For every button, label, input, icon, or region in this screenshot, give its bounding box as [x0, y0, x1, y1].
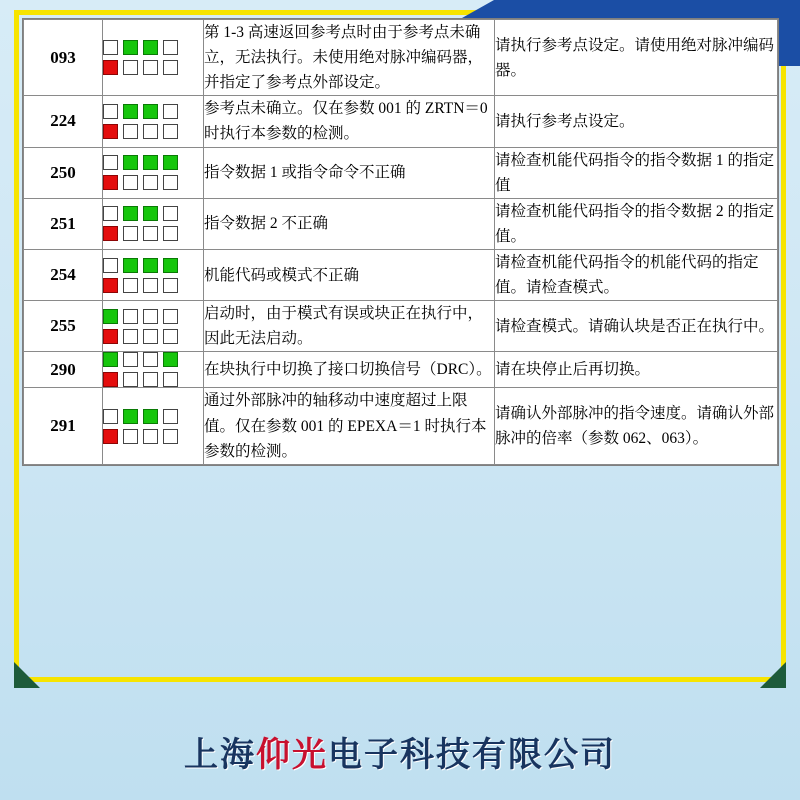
led-indicator-cell: [103, 249, 204, 300]
led-off-icon: [143, 175, 158, 190]
company-name-suffix: 电子科技有限公司: [328, 736, 616, 774]
led-row: [103, 206, 185, 221]
alarm-action-cell: 请检查机能代码指令的机能代码的指定值。请检查模式。: [495, 249, 778, 300]
led-off-icon: [123, 226, 138, 241]
led-off-icon: [143, 309, 158, 324]
led-green-icon: [103, 352, 118, 367]
led-off-icon: [143, 60, 158, 75]
led-grid: [103, 258, 185, 293]
led-off-icon: [123, 60, 138, 75]
alarm-code-cell: 254: [24, 249, 103, 300]
led-row: [103, 155, 185, 170]
led-red-icon: [103, 429, 118, 444]
led-row: [103, 309, 185, 324]
led-off-icon: [103, 104, 118, 119]
led-off-icon: [123, 372, 138, 387]
led-grid: [103, 309, 185, 344]
led-red-icon: [103, 372, 118, 387]
table-row: [24, 301, 778, 352]
led-off-icon: [123, 124, 138, 139]
led-row: [103, 329, 185, 344]
led-grid: [103, 409, 185, 444]
alarm-description-cell: 指令数据 1 或指令命令不正确: [204, 147, 495, 198]
led-off-icon: [143, 429, 158, 444]
led-green-icon: [143, 409, 158, 424]
led-row: [103, 409, 185, 424]
alarm-action-cell: 请执行参考点设定。: [495, 96, 778, 147]
led-grid: [103, 155, 185, 190]
led-off-icon: [163, 309, 178, 324]
led-off-icon: [123, 175, 138, 190]
led-off-icon: [123, 309, 138, 324]
led-red-icon: [103, 226, 118, 241]
led-off-icon: [103, 206, 118, 221]
led-off-icon: [163, 175, 178, 190]
led-grid: [103, 206, 185, 241]
led-green-icon: [143, 258, 158, 273]
led-row: [103, 429, 185, 444]
led-off-icon: [123, 352, 138, 367]
table-row: [24, 96, 778, 147]
led-indicator-cell: [103, 388, 204, 464]
led-off-icon: [163, 60, 178, 75]
led-red-icon: [103, 329, 118, 344]
led-row: [103, 124, 185, 139]
led-off-icon: [123, 278, 138, 293]
alarm-action-cell: 请检查机能代码指令的指令数据 1 的指定值: [495, 147, 778, 198]
led-indicator-cell: [103, 352, 204, 388]
alarm-description-cell: 在块执行中切换了接口切换信号（DRC）。: [204, 352, 495, 388]
alarm-code-cell: 255: [24, 301, 103, 352]
led-off-icon: [143, 329, 158, 344]
led-row: [103, 40, 185, 55]
led-off-icon: [103, 155, 118, 170]
led-red-icon: [103, 175, 118, 190]
led-indicator-cell: [103, 20, 204, 96]
alarm-description-cell: 第 1-3 高速返回参考点时由于参考点未确立，无法执行。未使用绝对脉冲编码器，并指定了参考点外部设定。: [204, 20, 495, 96]
led-off-icon: [143, 124, 158, 139]
alarm-action-cell: 请执行参考点设定。请使用绝对脉冲编码器。: [495, 20, 778, 96]
alarm-code-cell: 224: [24, 96, 103, 147]
led-indicator-cell: [103, 147, 204, 198]
led-red-icon: [103, 60, 118, 75]
alarm-table-body: [24, 20, 778, 465]
table-row: [24, 352, 778, 388]
led-green-icon: [163, 258, 178, 273]
led-green-icon: [143, 104, 158, 119]
led-indicator-cell: [103, 301, 204, 352]
led-off-icon: [123, 329, 138, 344]
table-row: [24, 388, 778, 464]
led-row: [103, 175, 185, 190]
alarm-table: [23, 19, 778, 465]
led-off-icon: [123, 429, 138, 444]
led-off-icon: [163, 429, 178, 444]
led-off-icon: [143, 226, 158, 241]
table-row: [24, 198, 778, 249]
led-off-icon: [143, 352, 158, 367]
alarm-code-cell: 290: [24, 352, 103, 388]
led-red-icon: [103, 124, 118, 139]
led-red-icon: [103, 278, 118, 293]
frame-border-left: [14, 10, 19, 682]
led-green-icon: [123, 155, 138, 170]
alarm-table-container: [22, 18, 779, 466]
frame-border-bottom: [14, 677, 786, 682]
led-off-icon: [163, 329, 178, 344]
led-grid: [103, 40, 185, 75]
led-off-icon: [163, 278, 178, 293]
corner-triangle-left-icon: [14, 662, 40, 688]
led-off-icon: [163, 409, 178, 424]
led-green-icon: [123, 409, 138, 424]
alarm-code-cell: 251: [24, 198, 103, 249]
alarm-action-cell: 请检查机能代码指令的指令数据 2 的指定值。: [495, 198, 778, 249]
alarm-description-cell: 指令数据 2 不正确: [204, 198, 495, 249]
led-row: [103, 372, 185, 387]
table-row: [24, 147, 778, 198]
alarm-code-cell: 291: [24, 388, 103, 464]
led-green-icon: [123, 258, 138, 273]
led-green-icon: [103, 309, 118, 324]
led-grid: [103, 352, 185, 387]
led-off-icon: [103, 258, 118, 273]
led-green-icon: [143, 155, 158, 170]
company-name: [0, 727, 800, 776]
led-off-icon: [163, 104, 178, 119]
company-name-prefix: 上海: [184, 736, 256, 774]
led-green-icon: [123, 206, 138, 221]
alarm-code-cell: 093: [24, 20, 103, 96]
led-row: [103, 352, 185, 367]
alarm-action-cell: 请检查模式。请确认块是否正在执行中。: [495, 301, 778, 352]
corner-triangle-right-icon: [760, 662, 786, 688]
led-green-icon: [123, 40, 138, 55]
table-row: [24, 249, 778, 300]
led-row: [103, 258, 185, 273]
led-green-icon: [163, 352, 178, 367]
led-row: [103, 104, 185, 119]
led-off-icon: [163, 372, 178, 387]
alarm-code-cell: 250: [24, 147, 103, 198]
alarm-description-cell: 启动时，由于模式有误或块正在执行中，因此无法启动。: [204, 301, 495, 352]
led-green-icon: [143, 40, 158, 55]
alarm-action-cell: 请确认外部脉冲的指令速度。请确认外部脉冲的倍率（参数 062、063）。: [495, 388, 778, 464]
led-indicator-cell: [103, 198, 204, 249]
company-name-accent: 仰光: [256, 736, 328, 774]
alarm-description-cell: 通过外部脉冲的轴移动中速度超过上限值。仅在参数 001 的 EPEXA＝1 时执行本参数的检测。: [204, 388, 495, 464]
led-off-icon: [163, 206, 178, 221]
led-off-icon: [143, 278, 158, 293]
led-indicator-cell: [103, 96, 204, 147]
frame-border-right: [781, 10, 786, 682]
led-off-icon: [103, 409, 118, 424]
led-off-icon: [163, 40, 178, 55]
table-row: [24, 20, 778, 96]
led-off-icon: [103, 40, 118, 55]
alarm-description-cell: 机能代码或模式不正确: [204, 249, 495, 300]
led-green-icon: [163, 155, 178, 170]
led-green-icon: [123, 104, 138, 119]
led-grid: [103, 104, 185, 139]
alarm-action-cell: 请在块停止后再切换。: [495, 352, 778, 388]
led-row: [103, 60, 185, 75]
led-row: [103, 278, 185, 293]
led-off-icon: [163, 226, 178, 241]
led-off-icon: [143, 372, 158, 387]
led-green-icon: [143, 206, 158, 221]
led-row: [103, 226, 185, 241]
led-off-icon: [163, 124, 178, 139]
alarm-description-cell: 参考点未确立。仅在参数 001 的 ZRTN＝0 时执行本参数的检测。: [204, 96, 495, 147]
